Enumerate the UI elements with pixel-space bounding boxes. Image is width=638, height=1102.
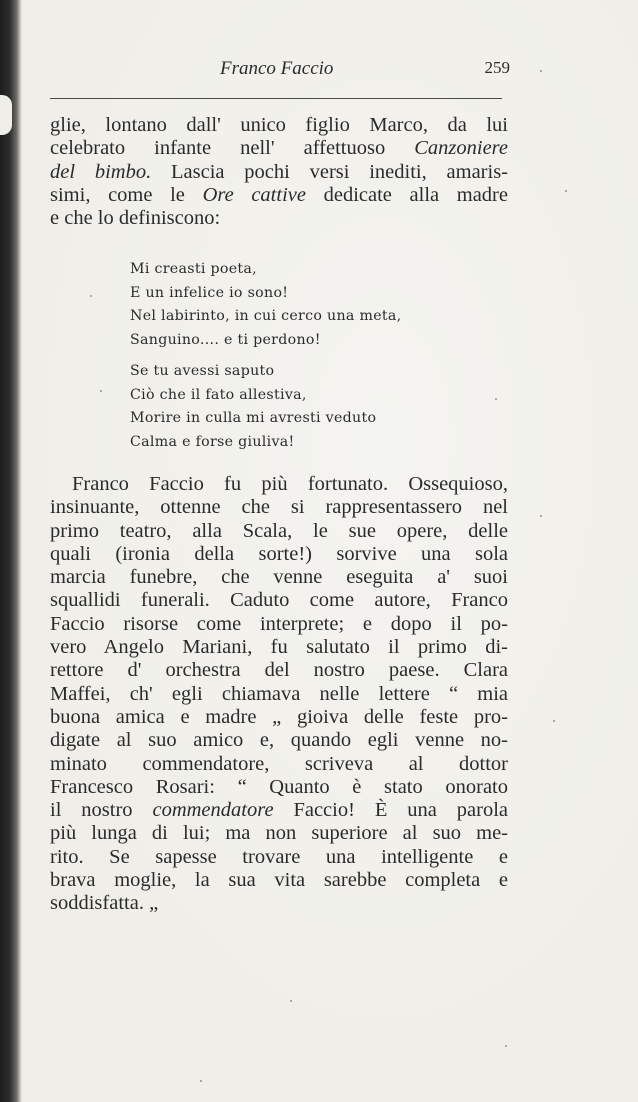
text-line: vero Angelo Mariani, fu salutato il primo di- [50, 636, 508, 659]
text-line: squallidi funerali. Caduto come autore, Franco [50, 589, 508, 612]
paper-speck [565, 190, 567, 192]
text-line: più lunga di lui; ma non superiore al suo me- [50, 822, 508, 845]
text-line: celebrato infante nell' affettuoso Canzoniere [50, 137, 508, 160]
book-title-bimbo: del bimbo. [50, 160, 152, 183]
text-line: il nostro commendatore Faccio! È una parola [50, 799, 508, 822]
paper-speck [200, 1080, 202, 1082]
book-binding-edge [0, 0, 22, 1102]
paper-speck [100, 390, 102, 392]
text-line: rettore d' orchestra del nostro paese. Clara [50, 659, 508, 682]
text-line: quali (ironia della sorte!) sorvive una sola [50, 542, 508, 565]
page-number: 259 [484, 58, 510, 77]
paper-speck [553, 720, 555, 722]
running-header [50, 58, 510, 84]
text-line: Franco Faccio fu più fortunato. Ossequioso, [72, 473, 508, 495]
paragraph-2 [50, 473, 508, 916]
text-line: soddisfatta. „ [50, 892, 159, 915]
paper-speck [495, 398, 497, 400]
poem-line: Calma e forse giuliva! [130, 433, 295, 450]
text-line: marcia funebre, che venne eseguita a' suoi [50, 566, 508, 589]
poem-line: Se tu avessi saputo [130, 363, 275, 379]
poem-line: Sanguino.... e ti perdono! [130, 331, 321, 348]
poem-line: Nel labirinto, in cui cerco una meta, [130, 308, 402, 324]
poem-stanza-1 [130, 258, 460, 352]
text-line: Maffei, ch' egli chiamava nelle lettere “ mia [50, 682, 508, 705]
italic-commendatore: commendatore [152, 799, 274, 822]
paper-speck [90, 295, 92, 297]
text-line: del bimbo. Lascia pochi versi inediti, amaris- [50, 160, 508, 183]
text-line: e che lo definiscono: [50, 207, 221, 230]
running-header-title: Franco Faccio [220, 58, 334, 79]
paragraph-1 [50, 114, 508, 230]
poem-line: E un infelice io sono! [130, 284, 289, 301]
text-line: buona amica e madre „ gioiva delle feste pro- [50, 705, 508, 728]
header-rule [50, 98, 502, 99]
text-line: digate al suo amico e, quando egli venne no- [50, 729, 508, 752]
paper-speck [540, 70, 542, 72]
binding-notch [0, 95, 12, 135]
poem-line: Mi creasti poeta, [130, 261, 257, 277]
text-line: rito. Se sapesse trovare una intelligente e [50, 845, 508, 868]
paper-speck [505, 1045, 507, 1047]
text-line: simi, come le Ore cattive dedicate alla madre [50, 183, 508, 206]
text-line: minato commendatore, scriveva al dottor [50, 752, 508, 775]
paper-speck [540, 515, 542, 517]
poem-stanza-2 [130, 360, 460, 454]
poem-line: Morire in culla mi avresti veduto [130, 410, 377, 426]
paper-speck [290, 1000, 292, 1002]
text-line: primo teatro, alla Scala, le sue opere, delle [50, 519, 508, 542]
poem-line: Ciò che il fato allestiva, [130, 386, 307, 403]
book-title-canzoniere: Canzoniere [414, 137, 508, 160]
text-line: insinuante, ottenne che si rappresentassero nel [50, 496, 508, 519]
text-line: Faccio risorse come interprete; e dopo il po- [50, 612, 508, 635]
text-line: Francesco Rosari: “ Quanto è stato onorato [50, 775, 508, 798]
text-line: brava moglie, la sua vita sarebbe completa e [50, 869, 508, 892]
text-line: glie, lontano dall' unico figlio Marco, da lui [50, 114, 508, 136]
poem-title-ore-cattive: Ore cattive [202, 183, 306, 206]
